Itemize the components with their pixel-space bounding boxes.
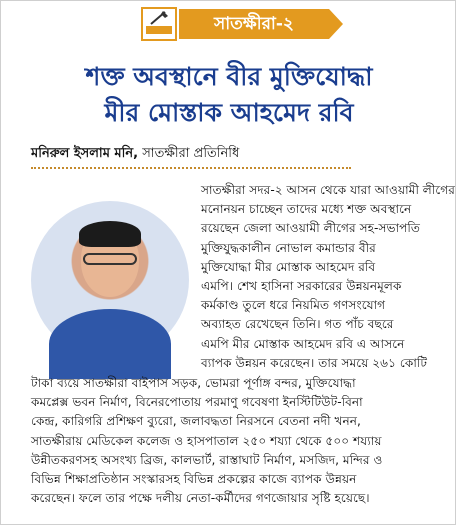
body-line: করেছেন। ফলে তার পক্ষে দলীয় নেতা-কর্মীদের গণজোয়ার সৃষ্টি হয়েছে। <box>31 491 370 506</box>
section-label: সাতক্ষীরা-২ <box>179 9 329 39</box>
headline <box>1 59 457 131</box>
body-line: টাকা ব্যয়ে সাতক্ষীরা বাইপাস সড়ক, ভোমরা পূর্ণাঙ্গ বন্দর, মুক্তিযোদ্ধা <box>31 376 356 390</box>
byline <box>31 144 239 165</box>
body-line: ব্যাপক উন্নয়ন করেছেন। তার সময়ে ২৬১ কোটি <box>201 355 428 370</box>
body-line: অব্যাহত রেখেছেন তিনি। গত পাঁচ বছরে <box>201 317 394 332</box>
byline-divider <box>31 167 351 169</box>
reporter-name: মনিরুল ইসলাম মনি, <box>31 146 139 161</box>
body-line: মুক্তিযোদ্ধা মীর মোস্তাক আহমেদ রবি <box>201 259 376 274</box>
section-header <box>1 1 457 49</box>
body-text-full-width <box>31 374 427 508</box>
reporter-role: সাতক্ষীরা প্রতিনিধি <box>142 146 240 161</box>
body-line: সাতক্ষীরায় মেডিকেল কলেজ ও হাসপাতাল ২৫০ শয্যা থেকে ৫০০ শয্যায় <box>31 433 382 448</box>
body-line: কমপ্লেক্স ভবন নির্মাণ, বিনেরপোতায় পরমাণু গবেষণা ইনস্টিটিউট-বিনা <box>31 395 363 410</box>
body-line: এমপি। শেখ হাসিনা সরকারের উন্নয়নমূলক <box>201 279 402 294</box>
section-tag-arrow <box>329 9 343 39</box>
body-line: কেন্দ্র, কারিগরি প্রশিক্ষণ ব্যুরো, জলাবদ্ধতা নিরসনে বেতনা নদী খনন, <box>31 414 361 429</box>
portrait-photo <box>31 201 189 359</box>
body-line: কর্মকাণ্ড তুলে ধরে নিয়মিত গণসংযোগ <box>201 298 386 313</box>
body-line: রয়েছেন জেলা আওয়ামী লীগের সহ-সভাপতি <box>201 221 421 236</box>
body-line: মনোনয়ন চাচ্ছেন তাদের মধ্যে শক্ত অবস্থানে <box>201 202 412 217</box>
body-line: উন্নীতকরণসহ অসংখ্য ব্রিজ, কালভার্ট, রাস্তাঘাট নির্মাণ, মসজিদ, মন্দির ও <box>31 452 383 467</box>
headline-line-2: মীর মোস্তাক আহমেদ রবি <box>104 98 354 127</box>
body-text-column <box>201 181 455 373</box>
body-line: মুক্তিযুদ্ধকালীন নোভাল কমান্ডার বীর <box>201 240 376 255</box>
body-line: এমপি মীর মোস্তাক আহমেদ রবি এ আসনে <box>201 336 405 351</box>
headline-line-1: শক্ত অবস্থানে বীর মুক্তিযোদ্ধা <box>85 62 373 91</box>
newspaper-logo <box>141 7 177 41</box>
body-line: সাতক্ষীরা সদর-২ আসন থেকে যারা আওয়ামী লীগের <box>201 183 455 197</box>
body-line: বিভিন্ন শিক্ষাপ্রতিষ্ঠান সংস্কারসহ বিভিন্ন প্রকল্পের কাজে ব্যাপক উন্নয়ন <box>31 472 357 487</box>
